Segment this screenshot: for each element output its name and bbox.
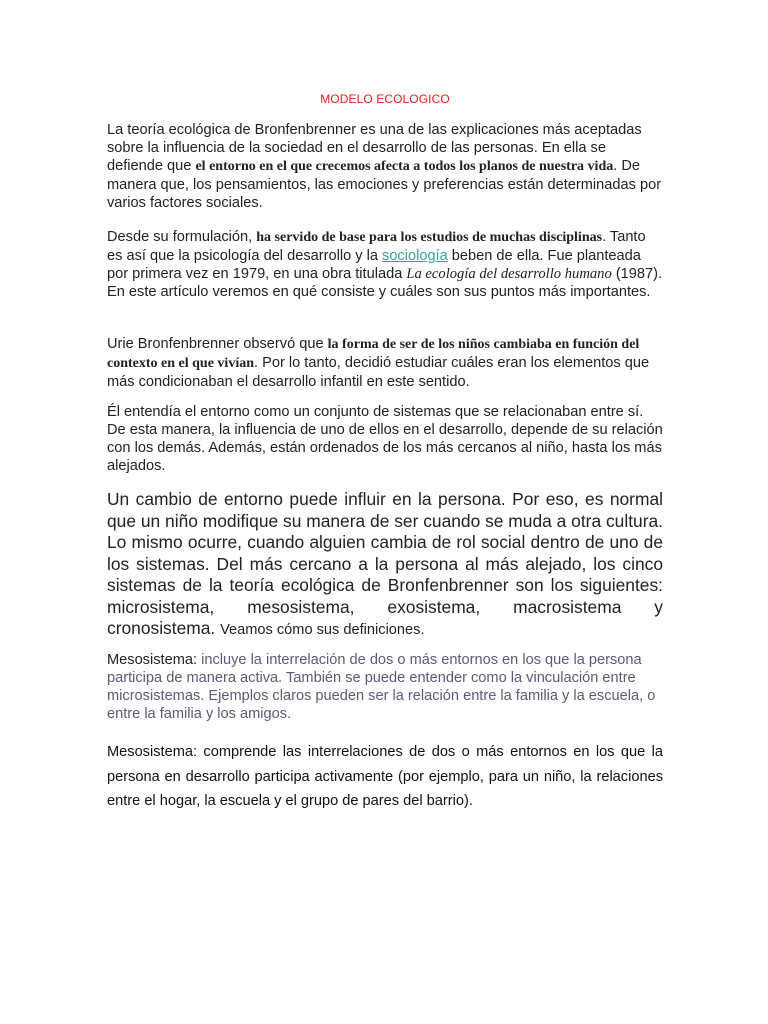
paragraph-formulation-text-c: . Tanto es así que la psicología del desarrollo y la (107, 229, 646, 264)
paragraph-observation-emphasis: la forma de ser de los niños cambiaba en función del contexto en el que vivían (107, 337, 640, 371)
paragraph-observation-text-a: Urie Bronfenbrenner observó que (107, 336, 328, 352)
paragraph-formulation-text-e: (1987). En este artículo veremos en qué consiste y cuáles son sus puntos más importantes. (107, 266, 663, 300)
paragraph-mesosistema-2: Mesosistema: comprende las interrelaciones de dos o más entornos en los que la persona en desarrollo participa activamente (por ejemplo, para un niño, la relaciones entre el hogar, la escuela y el grupo de pares del barrio). (107, 744, 663, 809)
document-title: MODELO ECOLOGICO (320, 92, 450, 106)
paragraph-environment-change (107, 489, 663, 642)
paragraph-formulation-text-a: Desde su formulación, (107, 229, 257, 245)
paragraph-formulation-emphasis: ha servido de base para los estudios de muchas disciplinas (256, 230, 603, 245)
mesosistema-label: Mesosistema: (107, 652, 198, 668)
paragraph-observation (107, 335, 663, 391)
paragraph-intro-text-a: La teoría ecológica de Bronfenbrenner es una de las explicaciones más aceptadas sobre la influencia de la sociedad en el desarrollo de las personas. En ella se defiende que (107, 122, 642, 174)
paragraph-environment-change-text: Un cambio de entorno puede influir en la persona. Por eso, es normal que un niño modifique su manera de ser cuando se muda a otra cultura. Lo mismo ocurre, cuando alguien cambia de rol social dentro de uno de los sistemas. Del más cercano a la persona al más alejado, los cinco sistemas de la teoría ecológica de Bronfenbrenner son los siguientes: microsistema, mesosistema, exosistema, macrosistema y cronosistema. (107, 489, 663, 638)
paragraph-environment-change-tail: Veamos cómo sus definiciones. (220, 622, 425, 638)
paragraph-observation-text-c: . Por lo tanto, decidió estudiar cuáles eran los elementos que más condicionaban el desarrollo infantil en este sentido. (107, 355, 650, 390)
sociologia-link[interactable]: sociología (382, 248, 448, 264)
paragraph-formulation-text-d: beben de ella. Fue planteada por primera vez en 1979, en una obra titulada (107, 248, 641, 282)
paragraph-intro-emphasis: el entorno en el que crecemos afecta a todos los planos de nuestra vida (195, 159, 614, 174)
paragraph-systems: Él entendía el entorno como un conjunto de sistemas que se relacionaban entre sí. De esta manera, la influencia de uno de ellos en el desarrollo, depende de su relación con los demás. Además, están ordenados de los más cercanos al niño, hasta los más alejados. (107, 404, 663, 474)
book-title: La ecología del desarrollo humano (406, 266, 612, 282)
paragraph-intro-text-c: . De manera que, los pensamientos, las emociones y preferencias están determinadas por varios factores sociales. (107, 158, 662, 211)
paragraph-formulation (107, 228, 663, 301)
paragraph-mesosistema-1 (107, 651, 663, 723)
paragraph-intro (107, 121, 663, 212)
mesosistema-definition: incluye la interrelación de dos o más entornos en los que la persona participa de manera activa. También se puede entender como la vinculación entre microsistemas. Ejemplos claros pueden ser la relación entre la familia y la escuela, o entre la familia y los amigos. (107, 652, 656, 722)
